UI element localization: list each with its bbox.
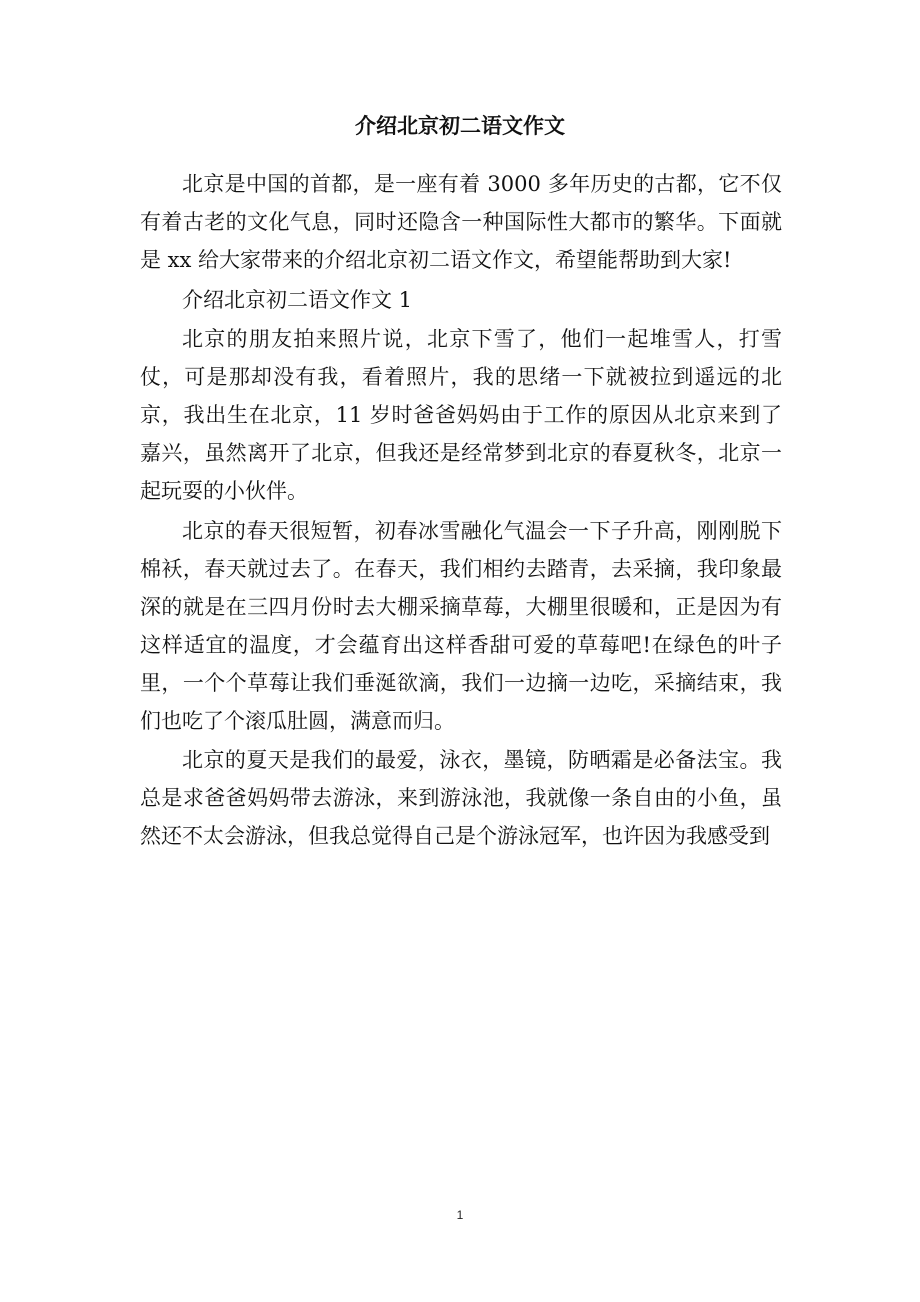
paragraph-snow-photo: 北京的朋友拍来照片说，北京下雪了，他们一起堆雪人，打雪仗，可是那却没有我，看着照片，我的思绪一下就被拉到遥远的北京，我出生在北京，11 岁时爸爸妈妈由于工作的原因从北京来到了嘉兴，虽然离开了北京，但我还是经常梦到北京的春夏秋冬，北京一起玩耍的小伙伴。 [140,327,782,503]
document-body [140,165,782,857]
paragraph-summer: 北京的夏天是我们的最爱，泳衣，墨镜，防晒霜是必备法宝。我总是求爸爸妈妈带去游泳，来到游泳池，我就像一条自由的小鱼，虽然还不太会游泳，但我总觉得自己是个游泳冠军，也许因为我感受到 [140,748,782,848]
page-number: 1 [456,1208,464,1222]
paragraph-spring: 北京的春天很短暂，初春冰雪融化气温会一下子升高，刚刚脱下棉袄，春天就过去了。在春天，我们相约去踏青，去采摘，我印象最深的就是在三四月份时去大棚采摘草莓，大棚里很暖和，正是因为有这样适宜的温度，才会蕴育出这样香甜可爱的草莓吧!在绿色的叶子里，一个个草莓让我们垂涎欲滴，我们一边摘一边吃，采摘结束，我们也吃了个滚瓜肚圆，满意而归。 [140,518,782,733]
section-heading: 介绍北京初二语文作文 1 [182,287,413,312]
document-title: 介绍北京初二语文作文 [355,113,565,138]
paragraph-intro: 北京是中国的首都，是一座有着 3000 多年历史的古都，它不仅有着古老的文化气息，同时还隐含一种国际性大都市的繁华。下面就是 xx 给大家带来的介绍北京初二语文作文，希望能帮助到大家! [140,172,782,272]
